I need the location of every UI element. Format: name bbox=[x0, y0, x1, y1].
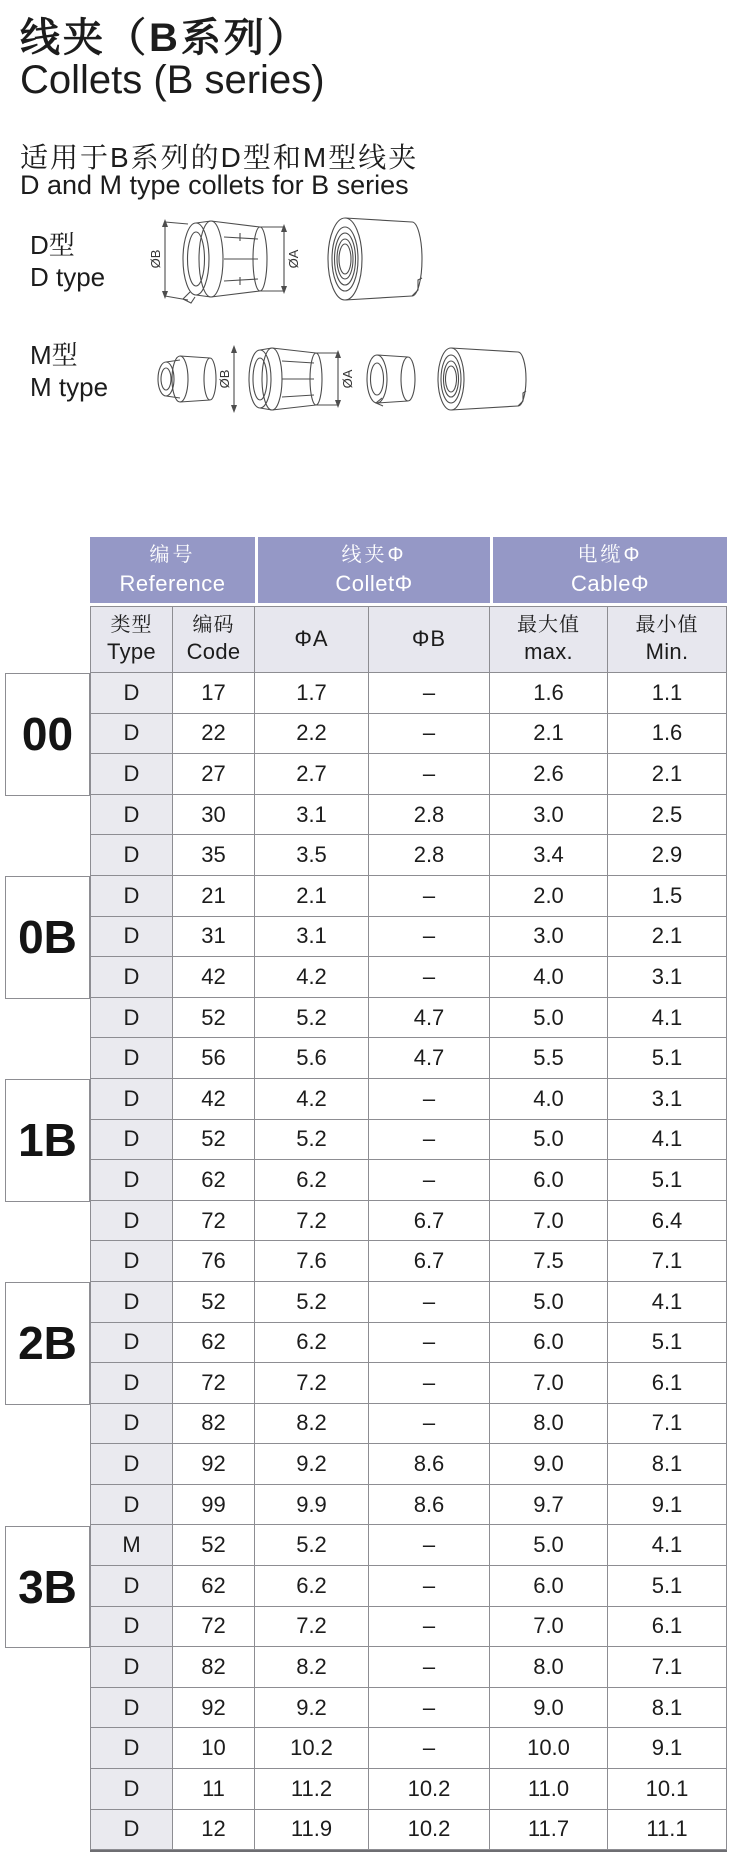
table-header-row-1 bbox=[90, 537, 727, 603]
page-subtitle-en: D and M type collets for B series bbox=[20, 170, 409, 200]
cell-code: 92 bbox=[173, 1444, 255, 1485]
cell-phi-b: 8.6 bbox=[369, 1485, 490, 1526]
cell-cable-max: 9.0 bbox=[490, 1444, 608, 1485]
cell-code: 72 bbox=[173, 1363, 255, 1404]
table-row bbox=[90, 754, 727, 795]
table-row bbox=[90, 1566, 727, 1607]
table-row bbox=[90, 795, 727, 836]
cell-cable-max: 5.0 bbox=[490, 1525, 608, 1566]
cell-phi-a: 3.1 bbox=[255, 917, 369, 958]
cell-cable-min: 2.5 bbox=[608, 795, 727, 836]
cell-cable-max: 6.0 bbox=[490, 1566, 608, 1607]
d-type-label-en: D type bbox=[30, 261, 106, 292]
cell-cable-min: 2.9 bbox=[608, 835, 727, 876]
cell-cable-max: 7.0 bbox=[490, 1607, 608, 1648]
table-row bbox=[90, 1120, 727, 1161]
cell-type: D bbox=[90, 1688, 173, 1729]
cell-code: 76 bbox=[173, 1241, 255, 1282]
cell-code: 21 bbox=[173, 876, 255, 917]
cell-code: 82 bbox=[173, 1404, 255, 1445]
table-row bbox=[90, 835, 727, 876]
cell-type: D bbox=[90, 998, 173, 1039]
cell-cable-max: 2.0 bbox=[490, 876, 608, 917]
table-row bbox=[90, 1607, 727, 1648]
cell-type: D bbox=[90, 1079, 173, 1120]
table-row bbox=[90, 1485, 727, 1526]
cell-phi-b: – bbox=[369, 1323, 490, 1364]
cell-phi-a: 7.2 bbox=[255, 1363, 369, 1404]
table-row bbox=[90, 1038, 727, 1079]
cell-phi-a: 6.2 bbox=[255, 1323, 369, 1364]
page-title-en: Collets (B series) bbox=[20, 58, 325, 102]
cell-phi-b: – bbox=[369, 1282, 490, 1323]
cell-phi-b: – bbox=[369, 876, 490, 917]
cell-phi-b: – bbox=[369, 1525, 490, 1566]
table-body bbox=[90, 673, 727, 1850]
cell-type: D bbox=[90, 1607, 173, 1648]
cell-phi-a: 7.2 bbox=[255, 1201, 369, 1242]
cell-cable-max: 7.5 bbox=[490, 1241, 608, 1282]
cell-type: D bbox=[90, 1444, 173, 1485]
m-type-label-en: M type bbox=[30, 371, 109, 402]
cell-cable-max: 7.0 bbox=[490, 1201, 608, 1242]
cell-phi-b: 2.8 bbox=[369, 795, 490, 836]
cell-code: 92 bbox=[173, 1688, 255, 1729]
cell-cable-min: 10.1 bbox=[608, 1769, 727, 1810]
cell-cable-min: 8.1 bbox=[608, 1444, 727, 1485]
cell-code: 82 bbox=[173, 1647, 255, 1688]
col-header-max: 最大值 max. bbox=[490, 606, 608, 673]
cell-code: 42 bbox=[173, 957, 255, 998]
cell-cable-min: 7.1 bbox=[608, 1241, 727, 1282]
cell-code: 62 bbox=[173, 1323, 255, 1364]
cell-phi-b: 4.7 bbox=[369, 998, 490, 1039]
cell-phi-a: 5.2 bbox=[255, 1525, 369, 1566]
col-header-code: 编码 Code bbox=[173, 606, 255, 673]
cell-code: 10 bbox=[173, 1728, 255, 1769]
cell-cable-max: 6.0 bbox=[490, 1323, 608, 1364]
table-row bbox=[90, 1688, 727, 1729]
cell-type: D bbox=[90, 1485, 173, 1526]
cell-cable-min: 6.4 bbox=[608, 1201, 727, 1242]
table-row bbox=[90, 1444, 727, 1485]
cell-phi-b: 6.7 bbox=[369, 1241, 490, 1282]
col-header-phi-b: ΦB bbox=[369, 606, 490, 673]
cell-cable-min: 8.1 bbox=[608, 1688, 727, 1729]
cell-phi-b: – bbox=[369, 917, 490, 958]
cell-code: 52 bbox=[173, 998, 255, 1039]
cell-type: D bbox=[90, 1160, 173, 1201]
cell-type: D bbox=[90, 1038, 173, 1079]
col-header-collet-diameter: 线夹Φ ColletΦ bbox=[255, 537, 490, 603]
cell-type: D bbox=[90, 1566, 173, 1607]
cell-phi-a: 4.2 bbox=[255, 1079, 369, 1120]
cell-code: 62 bbox=[173, 1160, 255, 1201]
m-dim-b-label: ØB bbox=[217, 369, 232, 389]
cell-phi-a: 6.2 bbox=[255, 1160, 369, 1201]
cell-cable-min: 1.1 bbox=[608, 673, 727, 714]
table-row bbox=[90, 998, 727, 1039]
cell-cable-max: 9.7 bbox=[490, 1485, 608, 1526]
cell-cable-max: 10.0 bbox=[490, 1728, 608, 1769]
cell-type: D bbox=[90, 1404, 173, 1445]
cell-cable-min: 1.5 bbox=[608, 876, 727, 917]
d-type-label bbox=[30, 230, 105, 293]
cell-phi-a: 9.2 bbox=[255, 1444, 369, 1485]
table-row bbox=[90, 714, 727, 755]
cell-type: D bbox=[90, 1323, 173, 1364]
cell-type: D bbox=[90, 917, 173, 958]
cell-code: 62 bbox=[173, 1566, 255, 1607]
cell-phi-b: – bbox=[369, 1363, 490, 1404]
cell-phi-a: 8.2 bbox=[255, 1404, 369, 1445]
cell-code: 12 bbox=[173, 1810, 255, 1851]
series-group-label-1B: 1B bbox=[5, 1079, 90, 1202]
series-group-label-00: 00 bbox=[5, 673, 90, 796]
cell-phi-a: 2.1 bbox=[255, 876, 369, 917]
cell-cable-min: 2.1 bbox=[608, 917, 727, 958]
cell-phi-b: – bbox=[369, 1120, 490, 1161]
cell-type: D bbox=[90, 1282, 173, 1323]
cell-phi-a: 5.2 bbox=[255, 1120, 369, 1161]
series-group-label-0B: 0B bbox=[5, 876, 90, 999]
cell-code: 30 bbox=[173, 795, 255, 836]
cell-code: 56 bbox=[173, 1038, 255, 1079]
cell-code: 52 bbox=[173, 1282, 255, 1323]
cell-phi-a: 4.2 bbox=[255, 957, 369, 998]
cell-phi-b: – bbox=[369, 1404, 490, 1445]
cell-type: D bbox=[90, 1120, 173, 1161]
cell-type: D bbox=[90, 1201, 173, 1242]
table-row bbox=[90, 1404, 727, 1445]
cell-code: 27 bbox=[173, 754, 255, 795]
cell-phi-a: 10.2 bbox=[255, 1728, 369, 1769]
series-group-label-3B: 3B bbox=[5, 1526, 90, 1649]
cell-type: D bbox=[90, 673, 173, 714]
cell-phi-b: 6.7 bbox=[369, 1201, 490, 1242]
cell-type: D bbox=[90, 957, 173, 998]
cell-cable-max: 5.5 bbox=[490, 1038, 608, 1079]
cell-cable-min: 9.1 bbox=[608, 1728, 727, 1769]
cell-phi-b: 2.8 bbox=[369, 835, 490, 876]
cell-cable-min: 5.1 bbox=[608, 1566, 727, 1607]
cell-phi-a: 5.2 bbox=[255, 998, 369, 1039]
cell-phi-b: 8.6 bbox=[369, 1444, 490, 1485]
cell-code: 99 bbox=[173, 1485, 255, 1526]
cell-cable-min: 4.1 bbox=[608, 1525, 727, 1566]
cell-phi-a: 8.2 bbox=[255, 1647, 369, 1688]
cell-cable-max: 5.0 bbox=[490, 998, 608, 1039]
cell-type: D bbox=[90, 1363, 173, 1404]
cell-cable-min: 2.1 bbox=[608, 754, 727, 795]
cell-phi-a: 11.2 bbox=[255, 1769, 369, 1810]
cell-code: 11 bbox=[173, 1769, 255, 1810]
cell-type: D bbox=[90, 795, 173, 836]
cell-cable-max: 8.0 bbox=[490, 1404, 608, 1445]
cell-cable-max: 3.0 bbox=[490, 795, 608, 836]
cell-phi-a: 2.2 bbox=[255, 714, 369, 755]
table-row bbox=[90, 1728, 727, 1769]
table-row bbox=[90, 1241, 727, 1282]
cell-type: D bbox=[90, 1241, 173, 1282]
cell-cable-max: 4.0 bbox=[490, 957, 608, 998]
table-row bbox=[90, 1647, 727, 1688]
cell-phi-b: – bbox=[369, 1728, 490, 1769]
cell-phi-a: 9.2 bbox=[255, 1688, 369, 1729]
d-type-collet-diagram bbox=[148, 208, 448, 310]
cell-cable-max: 9.0 bbox=[490, 1688, 608, 1729]
cell-phi-b: – bbox=[369, 714, 490, 755]
page-title-zh: 线夹（B系列） bbox=[20, 16, 310, 60]
cell-phi-a: 11.9 bbox=[255, 1810, 369, 1851]
cell-phi-a: 6.2 bbox=[255, 1566, 369, 1607]
cell-code: 72 bbox=[173, 1201, 255, 1242]
cell-type: D bbox=[90, 876, 173, 917]
cell-type: D bbox=[90, 754, 173, 795]
cell-phi-a: 3.1 bbox=[255, 795, 369, 836]
cell-code: 17 bbox=[173, 673, 255, 714]
cell-type: D bbox=[90, 835, 173, 876]
cell-cable-max: 2.6 bbox=[490, 754, 608, 795]
cell-cable-min: 3.1 bbox=[608, 1079, 727, 1120]
cell-type: D bbox=[90, 1769, 173, 1810]
cell-code: 22 bbox=[173, 714, 255, 755]
table-row bbox=[90, 1079, 727, 1120]
cell-cable-min: 11.1 bbox=[608, 1810, 727, 1851]
cell-code: 35 bbox=[173, 835, 255, 876]
cell-cable-max: 3.0 bbox=[490, 917, 608, 958]
table-row bbox=[90, 1525, 727, 1566]
cell-cable-min: 6.1 bbox=[608, 1607, 727, 1648]
cell-code: 42 bbox=[173, 1079, 255, 1120]
table-row bbox=[90, 1282, 727, 1323]
cell-phi-b: – bbox=[369, 673, 490, 714]
cell-cable-min: 5.1 bbox=[608, 1038, 727, 1079]
cell-phi-b: – bbox=[369, 1647, 490, 1688]
cell-cable-min: 7.1 bbox=[608, 1647, 727, 1688]
cell-code: 72 bbox=[173, 1607, 255, 1648]
cell-phi-a: 9.9 bbox=[255, 1485, 369, 1526]
cell-cable-max: 5.0 bbox=[490, 1282, 608, 1323]
series-group-label-2B: 2B bbox=[5, 1282, 90, 1405]
cell-phi-b: – bbox=[369, 1607, 490, 1648]
cell-cable-min: 6.1 bbox=[608, 1363, 727, 1404]
series-group-column bbox=[5, 673, 90, 1852]
cell-cable-max: 4.0 bbox=[490, 1079, 608, 1120]
cell-cable-min: 5.1 bbox=[608, 1323, 727, 1364]
table-row bbox=[90, 1160, 727, 1201]
table-row bbox=[90, 1363, 727, 1404]
col-header-type: 类型 Type bbox=[90, 606, 173, 673]
table-row bbox=[90, 673, 727, 714]
d-type-label-zh: D型 bbox=[30, 230, 75, 260]
cell-type: M bbox=[90, 1525, 173, 1566]
m-dim-a-label: ØA bbox=[340, 369, 355, 389]
cell-cable-max: 7.0 bbox=[490, 1363, 608, 1404]
cell-phi-b: – bbox=[369, 1079, 490, 1120]
cell-phi-a: 7.2 bbox=[255, 1607, 369, 1648]
col-header-cable-diameter: 电缆Φ CableΦ bbox=[490, 537, 727, 603]
cell-code: 52 bbox=[173, 1525, 255, 1566]
m-type-label-zh: M型 bbox=[30, 340, 78, 370]
cell-phi-b: – bbox=[369, 1688, 490, 1729]
cell-cable-min: 9.1 bbox=[608, 1485, 727, 1526]
cell-phi-a: 2.7 bbox=[255, 754, 369, 795]
cell-cable-max: 8.0 bbox=[490, 1647, 608, 1688]
table-row bbox=[90, 917, 727, 958]
cell-cable-min: 4.1 bbox=[608, 1282, 727, 1323]
cell-code: 31 bbox=[173, 917, 255, 958]
cell-phi-b: 4.7 bbox=[369, 1038, 490, 1079]
col-header-min: 最小值 Min. bbox=[608, 606, 727, 673]
cell-phi-b: – bbox=[369, 957, 490, 998]
table-row bbox=[90, 957, 727, 998]
cell-phi-b: 10.2 bbox=[369, 1769, 490, 1810]
cell-code: 52 bbox=[173, 1120, 255, 1161]
table-row bbox=[90, 876, 727, 917]
cell-cable-max: 3.4 bbox=[490, 835, 608, 876]
m-type-label bbox=[30, 340, 108, 403]
cell-cable-min: 1.6 bbox=[608, 714, 727, 755]
table-row bbox=[90, 1323, 727, 1364]
cell-cable-min: 4.1 bbox=[608, 1120, 727, 1161]
cell-phi-b: – bbox=[369, 1566, 490, 1607]
table-header-row-2 bbox=[90, 606, 727, 673]
cell-phi-a: 5.2 bbox=[255, 1282, 369, 1323]
m-type-collet-diagram bbox=[146, 326, 576, 428]
cell-phi-a: 3.5 bbox=[255, 835, 369, 876]
cell-phi-b: 10.2 bbox=[369, 1810, 490, 1851]
table-row bbox=[90, 1810, 727, 1851]
cell-cable-max: 11.0 bbox=[490, 1769, 608, 1810]
cell-cable-min: 3.1 bbox=[608, 957, 727, 998]
cell-type: D bbox=[90, 1728, 173, 1769]
d-dim-b-label: ØB bbox=[148, 249, 163, 269]
cell-cable-min: 4.1 bbox=[608, 998, 727, 1039]
cell-type: D bbox=[90, 1647, 173, 1688]
col-header-reference: 编号 Reference bbox=[90, 537, 255, 603]
cell-cable-max: 5.0 bbox=[490, 1120, 608, 1161]
cell-cable-min: 5.1 bbox=[608, 1160, 727, 1201]
cell-cable-max: 11.7 bbox=[490, 1810, 608, 1851]
cell-cable-min: 7.1 bbox=[608, 1404, 727, 1445]
cell-cable-max: 2.1 bbox=[490, 714, 608, 755]
table-row bbox=[90, 1769, 727, 1810]
cell-phi-a: 1.7 bbox=[255, 673, 369, 714]
cell-phi-a: 7.6 bbox=[255, 1241, 369, 1282]
col-header-phi-a: ΦA bbox=[255, 606, 369, 673]
cell-type: D bbox=[90, 714, 173, 755]
cell-cable-max: 1.6 bbox=[490, 673, 608, 714]
page-subtitle-zh: 适用于B系列的D型和M型线夹 bbox=[20, 142, 419, 173]
spec-table bbox=[90, 537, 727, 1852]
cell-type: D bbox=[90, 1810, 173, 1851]
cell-phi-a: 5.6 bbox=[255, 1038, 369, 1079]
table-row bbox=[90, 1201, 727, 1242]
d-dim-a-label: ØA bbox=[286, 249, 301, 269]
cell-phi-b: – bbox=[369, 754, 490, 795]
cell-phi-b: – bbox=[369, 1160, 490, 1201]
cell-cable-max: 6.0 bbox=[490, 1160, 608, 1201]
